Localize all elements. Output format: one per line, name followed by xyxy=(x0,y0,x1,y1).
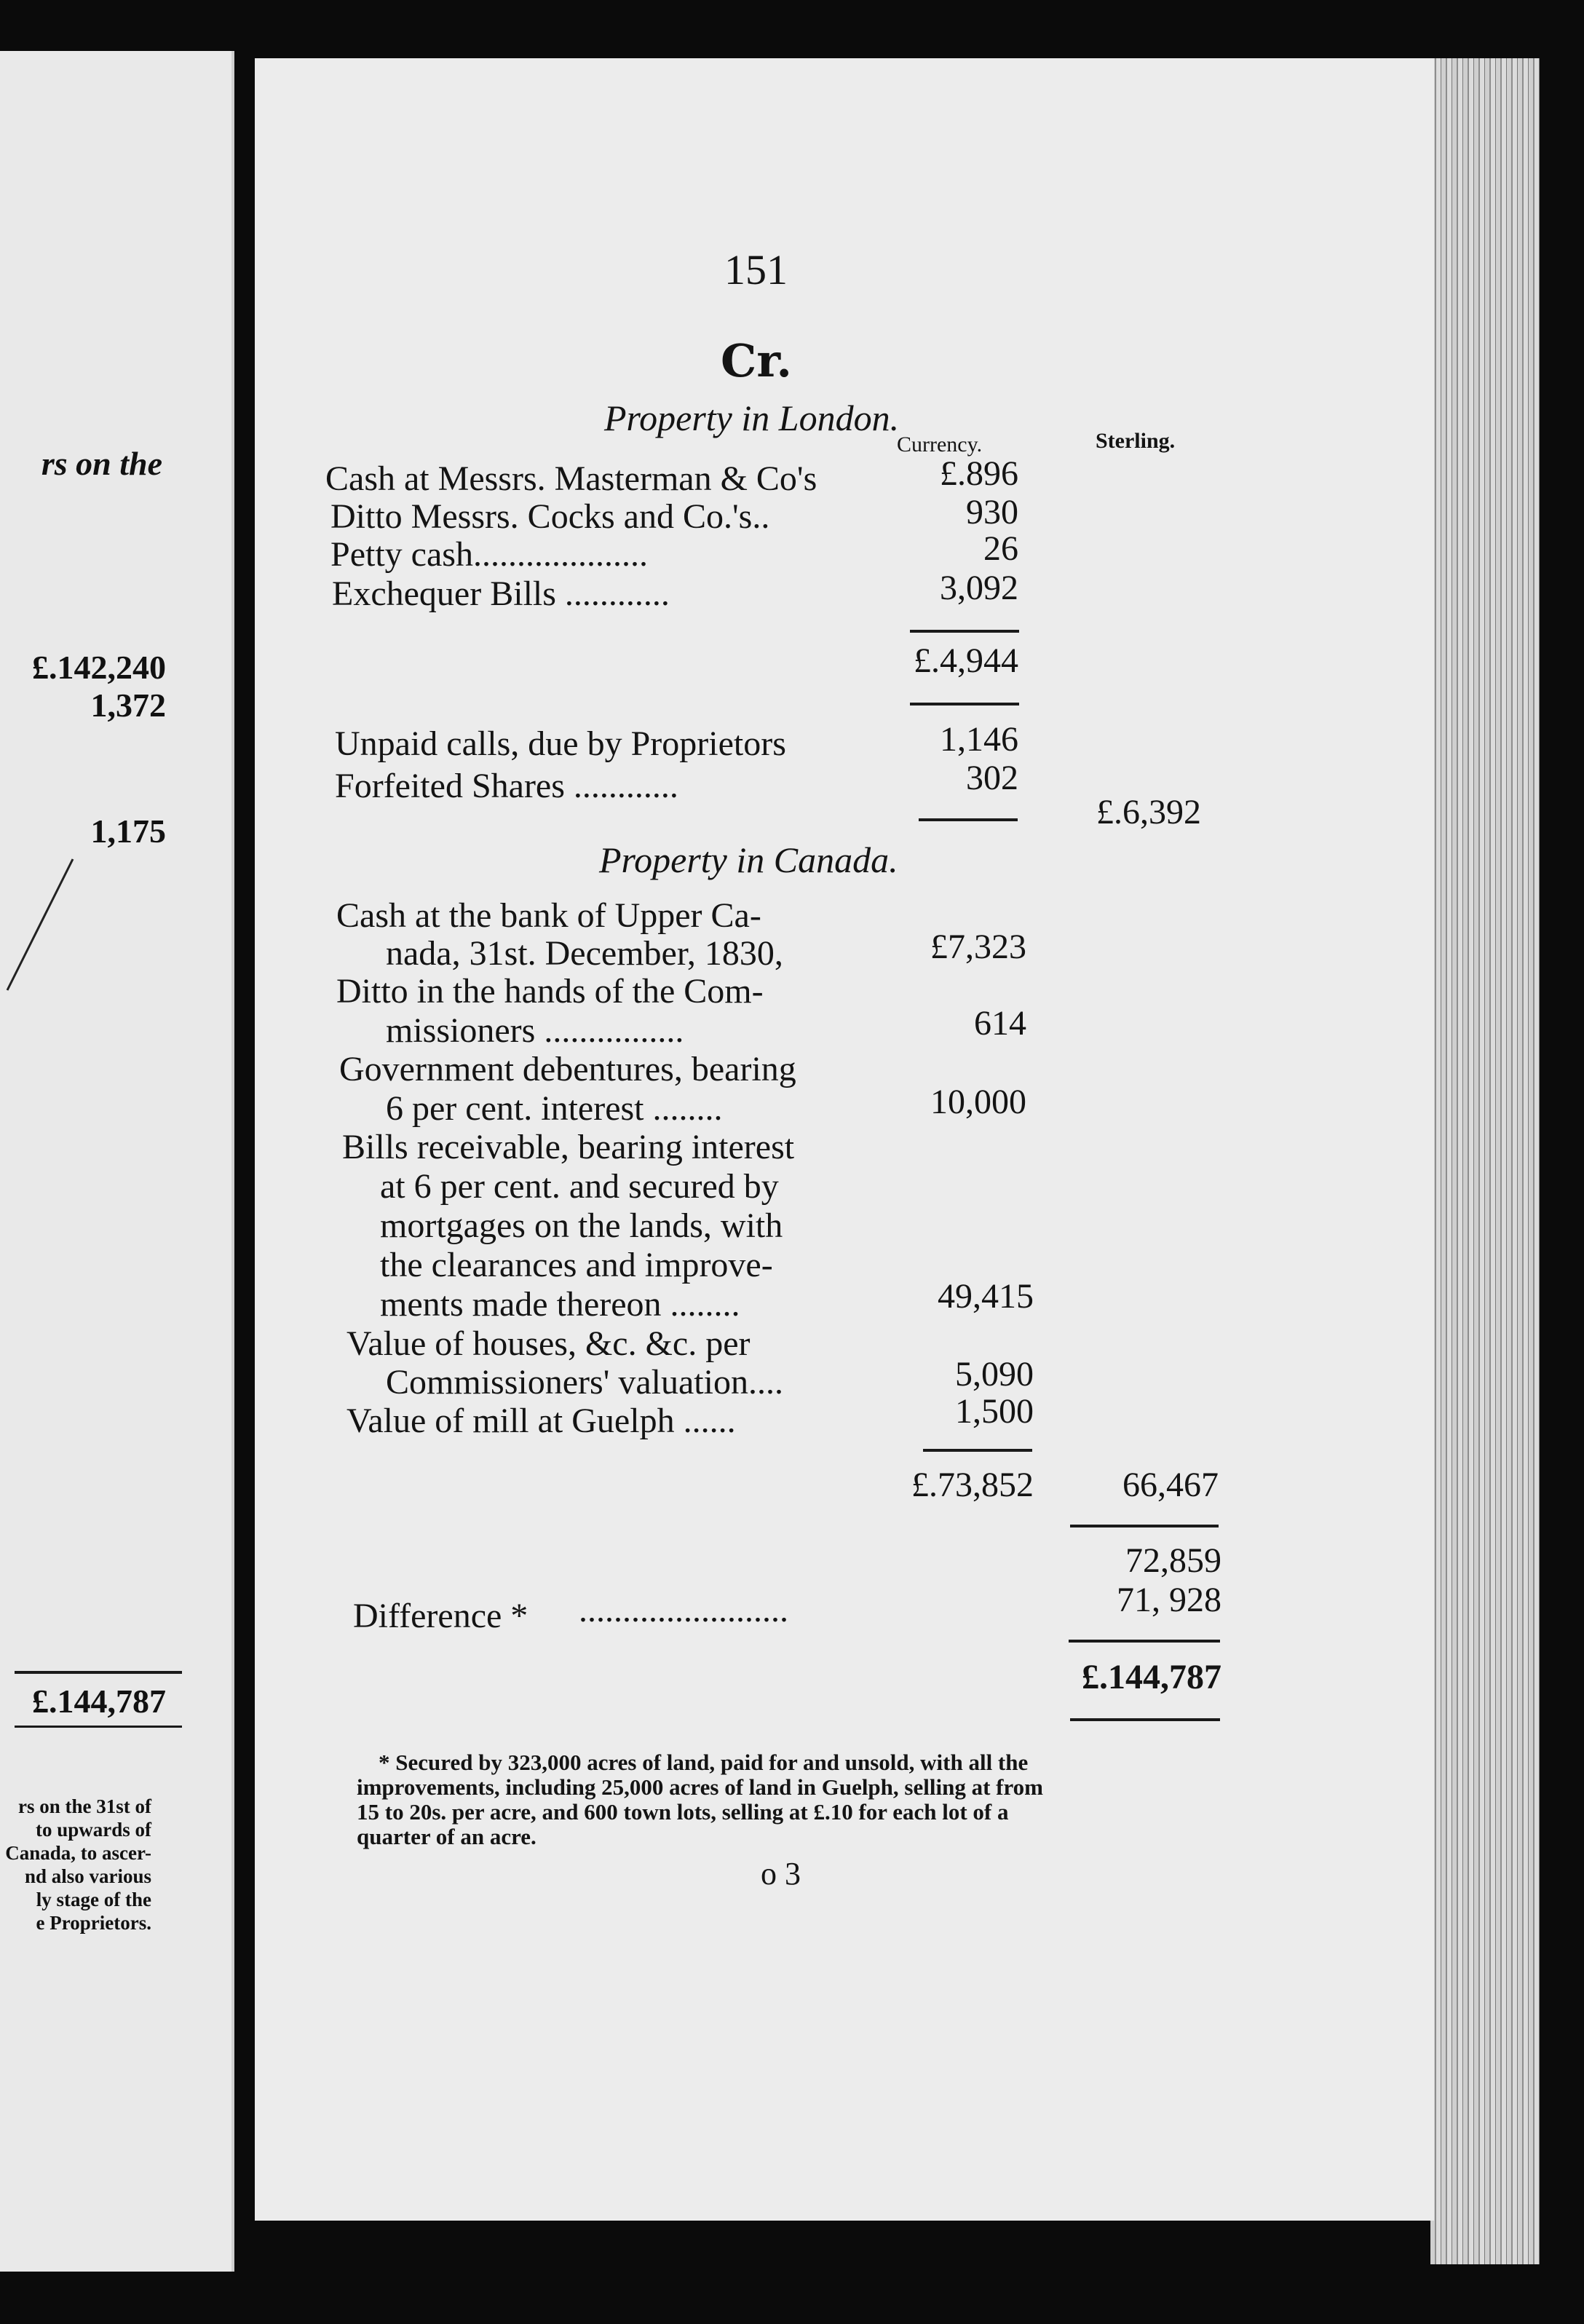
difference-label: Difference * xyxy=(353,1597,528,1635)
left-footnote-line-2: to upwards of xyxy=(35,1819,151,1841)
section-canada-title: Property in Canada. xyxy=(599,839,898,880)
footnote-line-3: 15 to 20s. per acre, and 600 town lots, selling at £.10 for each lot of a xyxy=(357,1799,1009,1825)
canada-item-4-amount: 49,415 xyxy=(938,1277,1034,1316)
canada-item-4-line-1: Bills receivable, bearing interest xyxy=(342,1128,795,1166)
london-item-amount-1: £.896 xyxy=(940,454,1018,493)
section-london-title: Property in London. xyxy=(604,398,900,438)
canada-item-4-line-3: mortgages on the lands, with xyxy=(380,1206,783,1245)
column-header-currency: Currency. xyxy=(897,432,983,456)
canada-item-2-line-1: Ditto in the hands of the Com- xyxy=(336,972,764,1011)
section-heading-cr: Cr. xyxy=(721,334,792,387)
left-footnote-line-6: e Proprietors. xyxy=(36,1912,151,1934)
book-page-edge xyxy=(1430,58,1540,2264)
canada-item-2-amount: 614 xyxy=(974,1004,1026,1043)
canada-total-rule xyxy=(923,1449,1032,1452)
canada-item-5-line-2: Commissioners' valuation.... xyxy=(386,1363,783,1402)
left-facing-page xyxy=(0,51,234,2272)
left-amount-2: 1,372 xyxy=(90,687,166,724)
london-subtotal: £.4,944 xyxy=(914,641,1018,680)
footnote-line-2: improvements, including 25,000 acres of land in Guelph, selling at from xyxy=(357,1774,1043,1800)
canada-item-3-amount: 10,000 xyxy=(930,1083,1026,1121)
canada-item-6-line-1: Value of mill at Guelph ...... xyxy=(346,1402,736,1440)
left-footnote-line-5: ly stage of the xyxy=(36,1889,151,1910)
canada-sterling-total: 66,467 xyxy=(1122,1466,1219,1504)
london-item-label-3: Petty cash.................... xyxy=(330,535,648,574)
canada-item-4-line-2: at 6 per cent. and secured by xyxy=(380,1167,779,1206)
left-footnote-line-3: Canada, to ascer- xyxy=(5,1842,151,1864)
canada-item-5-amount: 5,090 xyxy=(955,1355,1034,1394)
combined-total-rule xyxy=(1070,1525,1219,1527)
left-total: £.144,787 xyxy=(32,1683,166,1720)
unpaid-calls-amount: 1,146 xyxy=(940,720,1018,759)
left-amount-1: £.142,240 xyxy=(32,649,166,686)
canada-item-2-line-2: missioners ................ xyxy=(386,1011,684,1050)
difference-amount: 71, 928 xyxy=(1117,1581,1221,1619)
canada-item-1-line-2: nada, 31st. December, 1830, xyxy=(386,934,783,973)
grand-total-rule-bottom xyxy=(1070,1718,1220,1721)
canada-item-1-amount: £7,323 xyxy=(930,928,1026,966)
difference-leader-dots: ........................ xyxy=(579,1591,788,1629)
canada-item-3-line-2: 6 per cent. interest ........ xyxy=(386,1089,723,1128)
canada-item-5-line-1: Value of houses, &c. &c. per xyxy=(346,1324,751,1363)
canada-item-4-line-4: the clearances and improve- xyxy=(380,1246,773,1284)
left-total-rule-bottom xyxy=(15,1726,182,1728)
unpaid-calls-label: Unpaid calls, due by Proprietors xyxy=(335,724,786,763)
london-item-label-4: Exchequer Bills ............ xyxy=(332,574,670,613)
canada-item-1-line-1: Cash at the bank of Upper Ca- xyxy=(336,896,761,935)
footnote-line-4: quarter of an acre. xyxy=(357,1824,536,1849)
grand-total: £.144,787 xyxy=(1082,1658,1221,1696)
page-number: 151 xyxy=(724,246,788,293)
london-item-label-1: Cash at Messrs. Masterman & Co's xyxy=(325,459,817,498)
signature-mark: o 3 xyxy=(761,1856,801,1892)
left-footnote-line-1: rs on the 31st of xyxy=(18,1795,151,1817)
london-total-rule xyxy=(919,818,1018,821)
forfeited-shares-amount: 302 xyxy=(966,759,1018,797)
london-item-amount-3: 26 xyxy=(983,529,1018,568)
canada-currency-total: £.73,852 xyxy=(911,1466,1034,1504)
left-brace-stroke xyxy=(0,852,87,997)
london-sterling-total: £.6,392 xyxy=(1096,793,1201,831)
footnote-line-1: * Secured by 323,000 acres of land, paid for and unsold, with all the xyxy=(379,1750,1029,1775)
london-subtotal-rule-bottom xyxy=(910,703,1019,706)
forfeited-shares-label: Forfeited Shares ............ xyxy=(335,767,678,805)
london-item-amount-4: 3,092 xyxy=(940,569,1018,607)
combined-total: 72,859 xyxy=(1125,1541,1221,1580)
london-item-label-2: Ditto Messrs. Cocks and Co.'s.. xyxy=(330,497,770,536)
canada-item-3-line-1: Government debentures, bearing xyxy=(339,1050,796,1088)
london-subtotal-rule xyxy=(910,630,1019,633)
left-footnote-line-4: nd also various xyxy=(24,1865,151,1887)
london-item-amount-2: 930 xyxy=(966,493,1018,531)
left-amount-3: 1,175 xyxy=(90,813,166,850)
column-header-sterling: Sterling. xyxy=(1096,429,1176,453)
left-total-rule xyxy=(15,1671,182,1674)
left-heading-fragment: rs on the xyxy=(41,445,162,482)
canada-item-6-amount: 1,500 xyxy=(955,1392,1034,1431)
grand-total-rule xyxy=(1069,1640,1220,1643)
canada-item-4-line-5: ments made thereon ........ xyxy=(380,1285,740,1324)
